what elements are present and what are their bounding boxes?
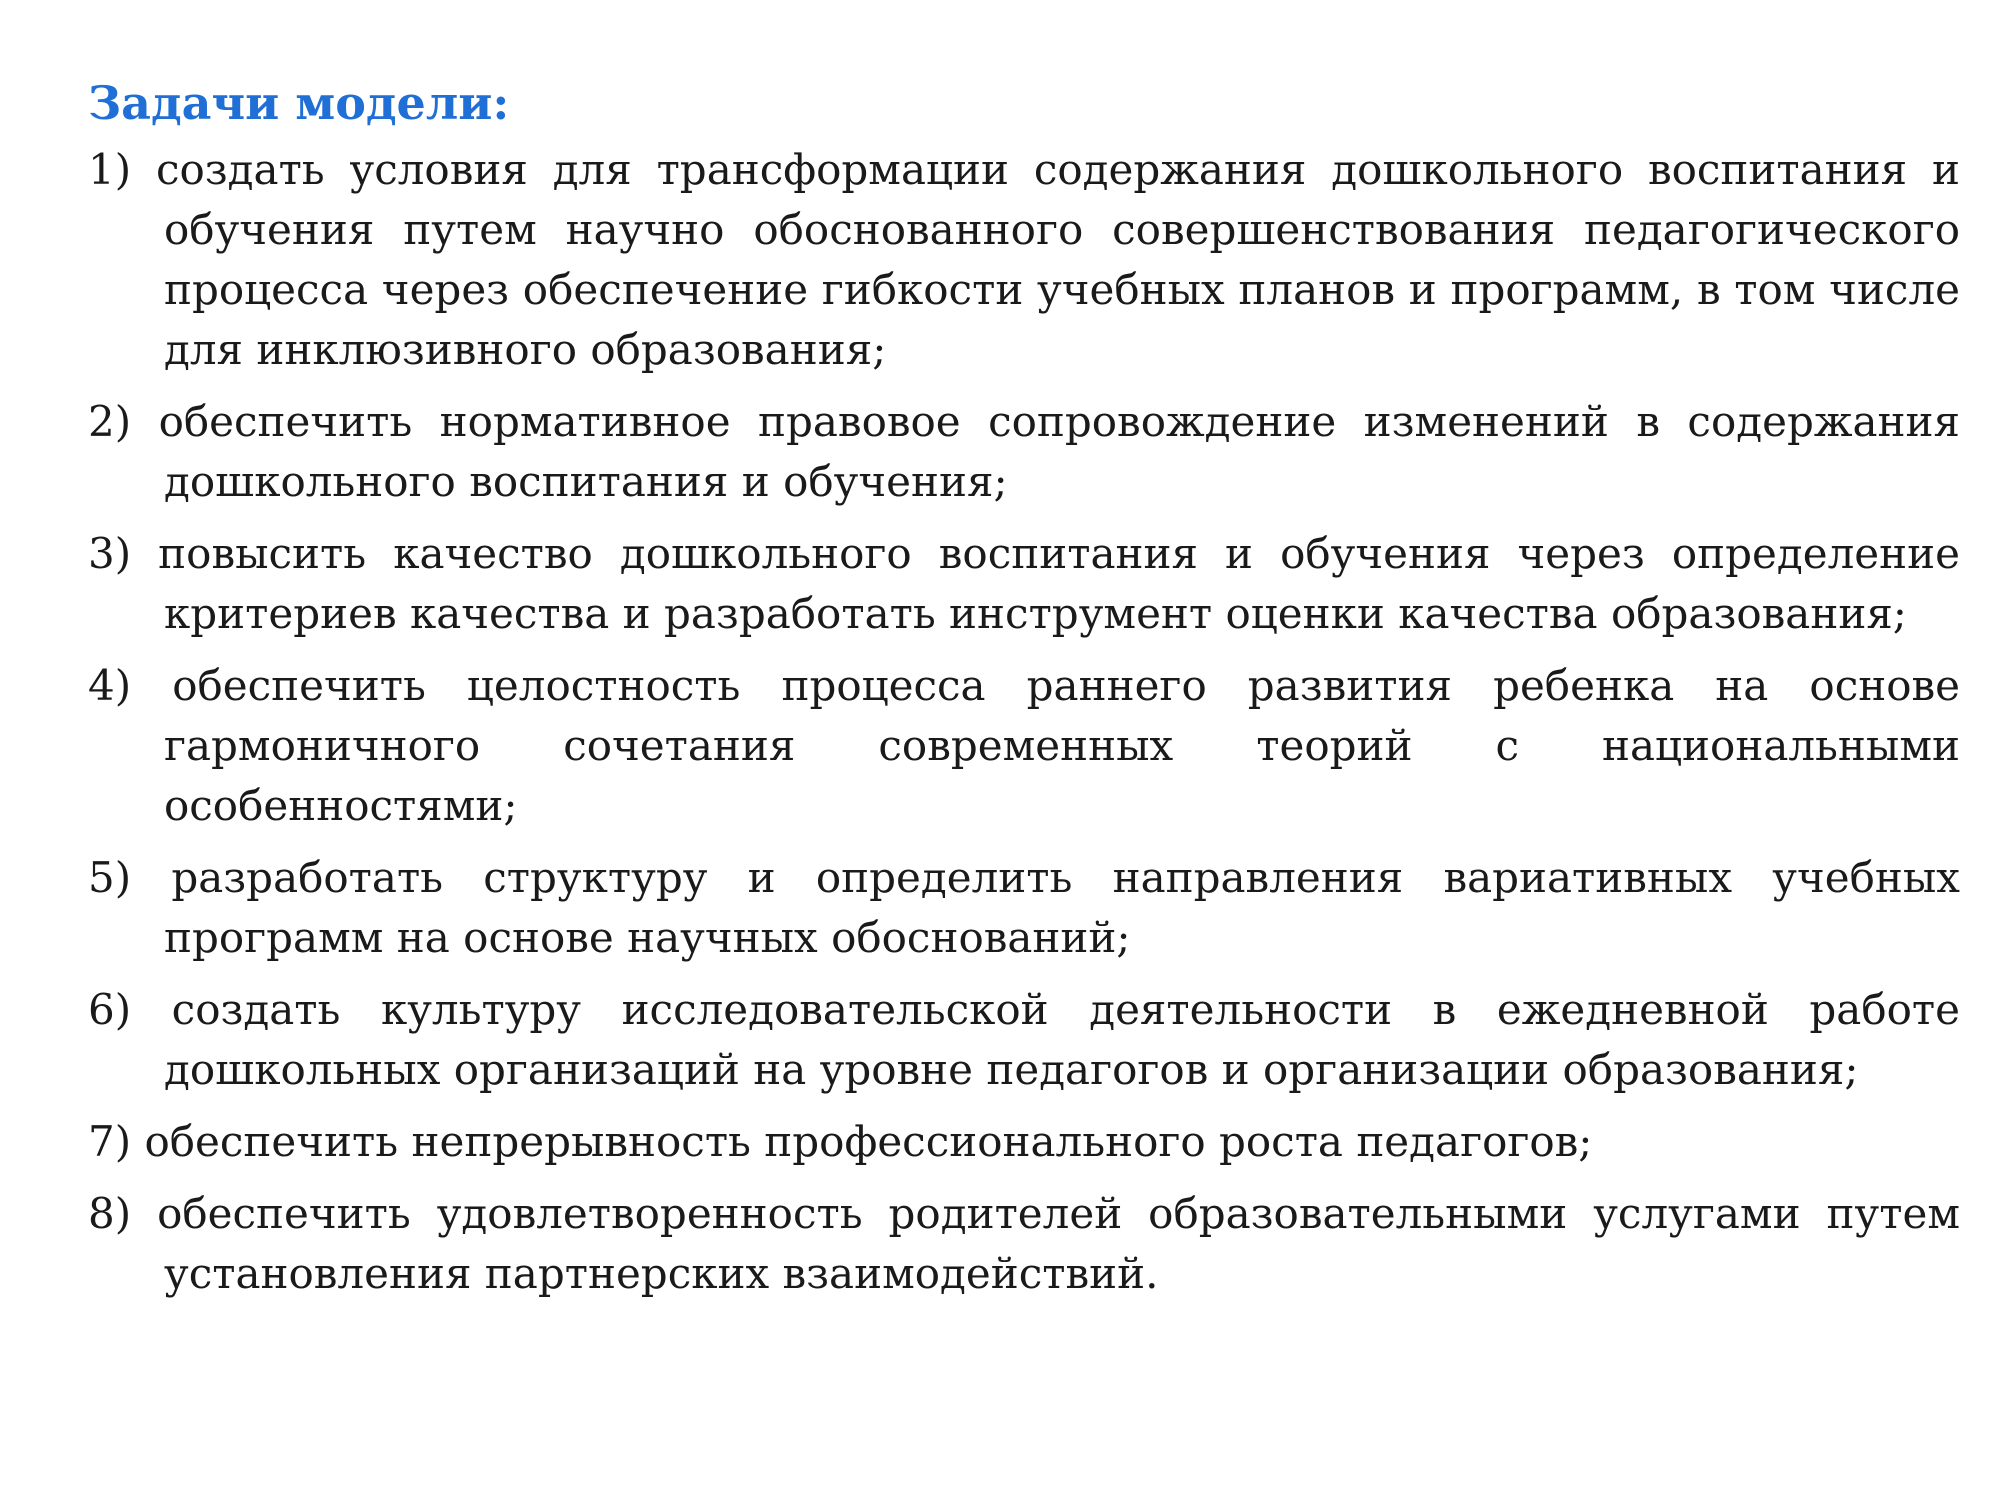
task-item-2 bbox=[88, 392, 1960, 512]
task-number: 7) bbox=[88, 1117, 132, 1166]
task-list bbox=[88, 140, 1960, 1304]
heading: Задачи модели: bbox=[88, 76, 510, 130]
task-item-8 bbox=[88, 1184, 1960, 1304]
task-item-5 bbox=[88, 848, 1960, 968]
slide-content bbox=[88, 70, 1960, 1316]
task-text: создать культуру исследовательской деятельности в ежедневной работе дошкольных организаций на уровне педагогов и организации образования; bbox=[164, 985, 1960, 1094]
task-text: обеспечить непрерывность профессионального роста педагогов; bbox=[144, 1117, 1593, 1166]
task-item-4 bbox=[88, 656, 1960, 836]
task-number: 6) bbox=[88, 985, 132, 1034]
task-number: 1) bbox=[88, 145, 132, 194]
task-text: обеспечить целостность процесса раннего развития ребенка на основе гармоничного сочетания современных теорий с национальными особенностями; bbox=[164, 661, 1960, 830]
task-text: обеспечить удовлетворенность родителей образовательными услугами путем установления партнерских взаимодействий. bbox=[157, 1189, 1960, 1298]
task-item-7 bbox=[88, 1112, 1960, 1172]
task-item-3 bbox=[88, 524, 1960, 644]
task-number: 2) bbox=[88, 397, 132, 446]
task-number: 4) bbox=[88, 661, 132, 710]
task-text: обеспечить нормативное правовое сопровождение изменений в содержания дошкольного воспитания и обучения; bbox=[158, 397, 1960, 506]
task-number: 5) bbox=[88, 853, 132, 902]
task-number: 3) bbox=[88, 529, 132, 578]
task-number: 8) bbox=[88, 1189, 132, 1238]
task-text: создать условия для трансформации содержания дошкольного воспитания и обучения путем научно обоснованного совершенствования педагогического процесса через обеспечение гибкости учебных планов и программ, в том числе для инклюзивного образования; bbox=[155, 145, 1960, 374]
task-text: разработать структуру и определить направления вариативных учебных программ на основе научных обоснований; bbox=[164, 853, 1960, 962]
task-item-1 bbox=[88, 140, 1960, 380]
task-item-6 bbox=[88, 980, 1960, 1100]
task-text: повысить качество дошкольного воспитания и обучения через определение критериев качества и разработать инструмент оценки качества образования; bbox=[158, 529, 1960, 638]
